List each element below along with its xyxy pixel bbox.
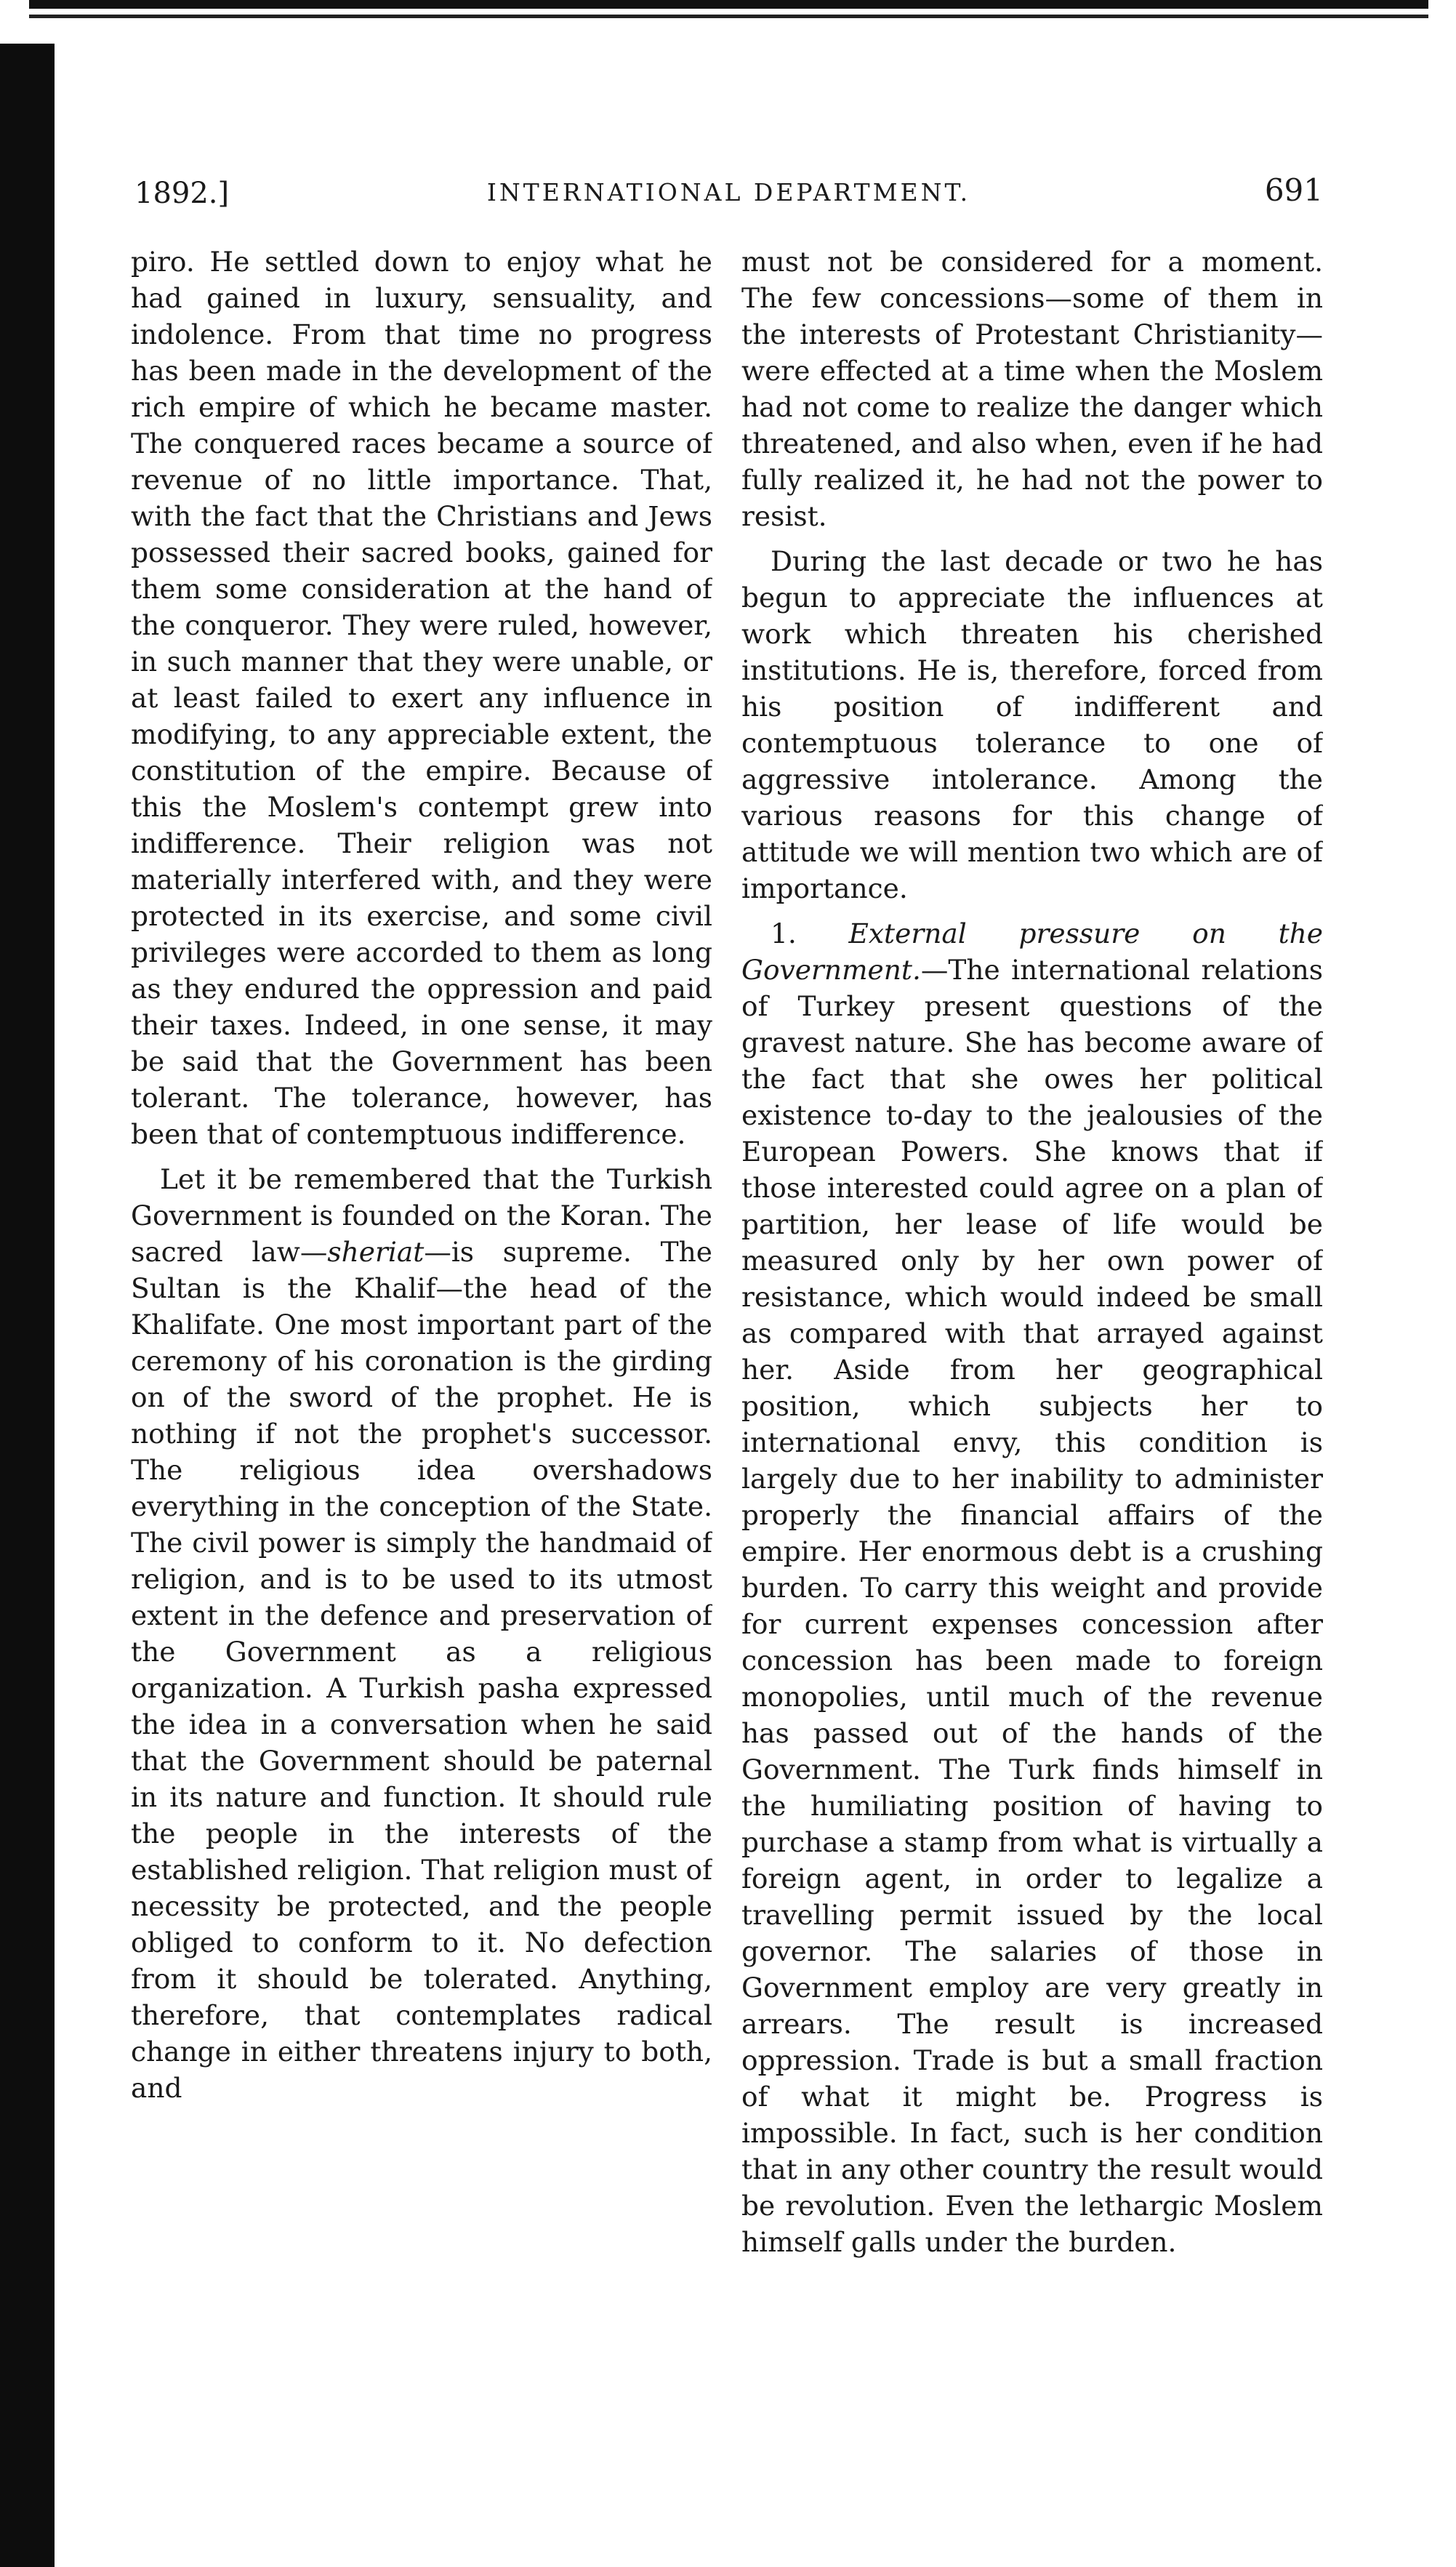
left-paragraph-2-text-a: Let it be remembered that the Turkish Government is founded on the Koran. The sacred law— (131, 1163, 712, 1268)
right-paragraph-3 (741, 915, 1323, 2260)
left-paragraph-2-text-b: —is supreme. The Sultan is the Khalif—the head of the Khalifate. One most important part of the ceremony of his coronation is the girding on of the sword of the prophet. He is nothing if not the prophet's successor. The religious idea overshadows everything in the conception of the State. The civil power is simply the handmaid of religion, and is to be used to its utmost extent in the defence and preservation of the Government as a religious organization. A Turkish pasha expressed the idea in a conversation when he said that the Government should be paternal in its nature and function. It should rule the people in the interests of the established religion. That religion must of necessity be protected, and the people obliged to conform to it. No defection from it should be tolerated. Anything, therefore, that contemplates radical change in either threatens injury to both, and (131, 1236, 712, 2104)
scan-top-rule-thin (29, 15, 1428, 18)
left-paragraph-2 (131, 1161, 712, 2106)
right-paragraph-1: must not be considered for a moment. The few concessions—some of them in the interests of Protestant Christianity—were effected at a time when the Moslem had not come to realize the danger which threatened, and also when, even if he had fully realized it, he had not the power to resist. (741, 246, 1323, 532)
sheriat-italic: sheriat (327, 1236, 425, 1268)
scan-top-rule (29, 0, 1428, 9)
right-column (741, 244, 1323, 2534)
running-header (134, 171, 1323, 214)
scan-binding-edge (0, 44, 55, 2567)
section-heading-italic: External pressure on the Government. (741, 917, 1323, 986)
left-column (131, 244, 712, 2534)
header-year: 1892.] (134, 177, 230, 210)
right-paragraph-2: During the last decade or two he has begun to appreciate the influences at work which threaten his cherished institutions. He is, therefore, forced from his position of indifferent and contemptuous tolerance to one of aggressive intolerance. Among the various reasons for this change of attitude we will mention two which are of importance. (741, 545, 1323, 904)
right-paragraph-3-text: —The international relations of Turkey present questions of the gravest nature. She has become aware of the fact that she owes her political existence to-day to the jealousies of the European Powers. She knows that if those interested could agree on a plan of partition, her lease of life would be measured only by her own power of resistance, which would indeed be small as compared with that arrayed against her. Aside from her geographical position, which subjects her to international envy, this condition is largely due to her inability to administer properly the financial affairs of the empire. Her enormous debt is a crushing burden. To carry this weight and provide for current expenses concession after concession has been made to foreign monopolies, until much of the revenue has passed out of the hands of the Government. The Turk finds himself in the humiliating position of having to purchase a stamp from what is virtually a foreign agent, in order to legalize a travelling permit issued by the local governor. The salaries of those in Government employ are very greatly in arrears. The result is increased oppression. Trade is but a small fraction of what it might be. Progress is impossible. In fact, such is her condition that in any other country the result would be revolution. Even the lethargic Moslem himself galls under the burden. (741, 954, 1323, 2258)
header-title: INTERNATIONAL DEPARTMENT. (486, 178, 971, 206)
page-number: 691 (1264, 172, 1323, 208)
left-paragraph-1: piro. He settled down to enjoy what he had gained in luxury, sensuality, and indolence. From that time no progress has been made in the development of the rich empire of which he became master. The conquered races became a source of revenue of no little importance. That, with the fact that the Christians and Jews possessed their sacred books, gained for them some consideration at the hand of the conqueror. They were ruled, however, in such manner that they were unable, or at least failed to exert any influence in modifying, to any appreciable extent, the constitution of the empire. Because of this the Moslem's contempt grew into indifference. Their religion was not materially interfered with, and they were protected in its exercise, and some civil privileges were accorded to them as long as they endured the oppression and paid their taxes. Indeed, in one sense, it may be said that the Government has been tolerant. The tolerance, however, has been that of contemptuous indifference. (131, 246, 712, 1150)
section-number: 1. (771, 917, 849, 949)
